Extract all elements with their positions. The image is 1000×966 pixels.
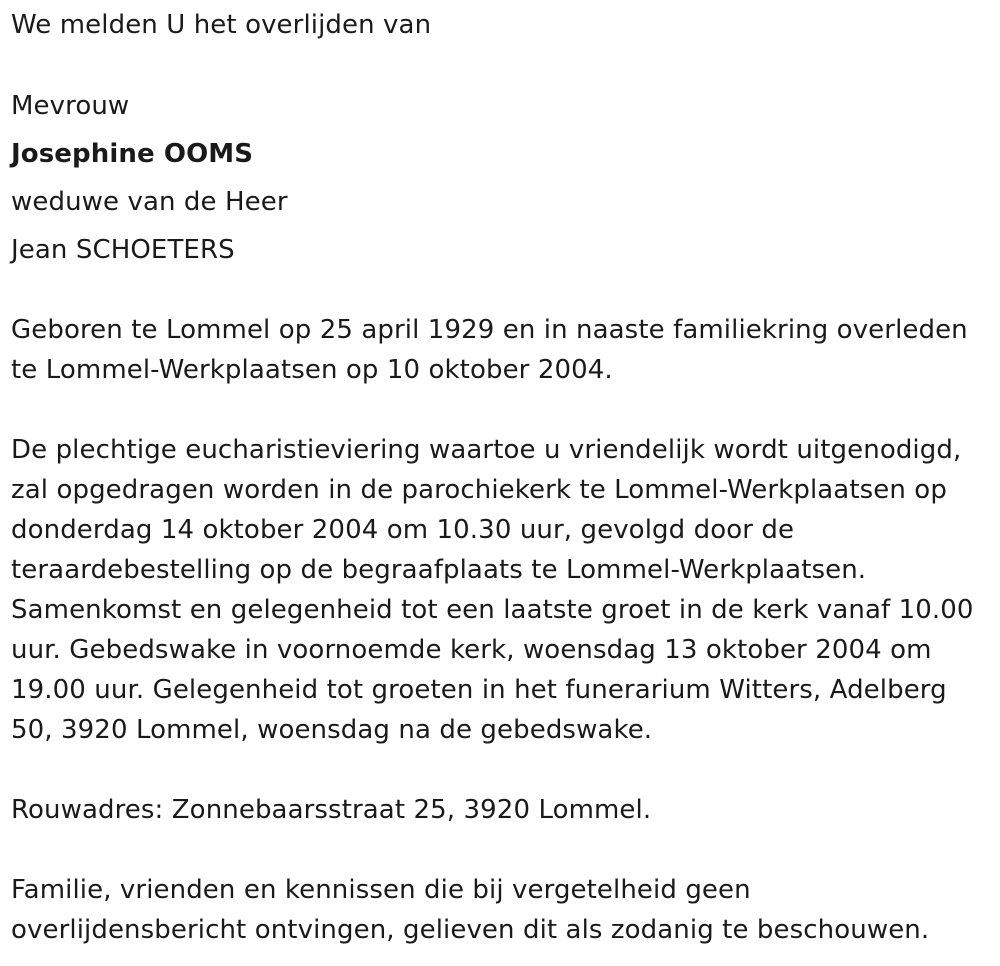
ceremony-line: Samenkomst en gelegenheid tot een laatste groet in de kerk vanaf 10.00 (11, 595, 974, 625)
ceremony-line: uur. Gebedswake in voornoemde kerk, woensdag 13 oktober 2004 om (11, 635, 932, 665)
ceremony-line: 50, 3920 Lommel, woensdag na de gebedswake. (11, 715, 653, 745)
intro-text: We melden U het overlijden van (11, 10, 432, 40)
ceremony-line: 19.00 uur. Gelegenheid tot groeten in het funerarium Witters, Adelberg (11, 675, 947, 705)
birth-death-line: te Lommel-Werkplaatsen op 10 oktober 2004. (11, 355, 613, 385)
ceremony-line: teraardebestelling op de begraafplaats te Lommel-Werkplaatsen. (11, 555, 867, 585)
birth-death-line: Geboren te Lommel op 25 april 1929 en in naaste familiekring overleden (11, 315, 968, 345)
relation-text: weduwe van de Heer (11, 187, 288, 217)
closing-line: Familie, vrienden en kennissen die bij vergetelheid geen (11, 875, 751, 905)
spouse-name: Jean SCHOETERS (11, 235, 235, 265)
mourning-address: Rouwadres: Zonnebaarsstraat 25, 3920 Lommel. (11, 795, 652, 825)
deceased-name: Josephine OOMS (11, 139, 254, 169)
ceremony-line: zal opgedragen worden in de parochiekerk te Lommel-Werkplaatsen op (11, 475, 947, 505)
closing-line: overlijdensbericht ontvingen, gelieven dit als zodanig te beschouwen. (11, 915, 930, 945)
salutation: Mevrouw (11, 91, 130, 121)
ceremony-line: donderdag 14 oktober 2004 om 10.30 uur, gevolgd door de (11, 515, 795, 545)
ceremony-line: De plechtige eucharistieviering waartoe u vriendelijk wordt uitgenodigd, (11, 435, 962, 465)
